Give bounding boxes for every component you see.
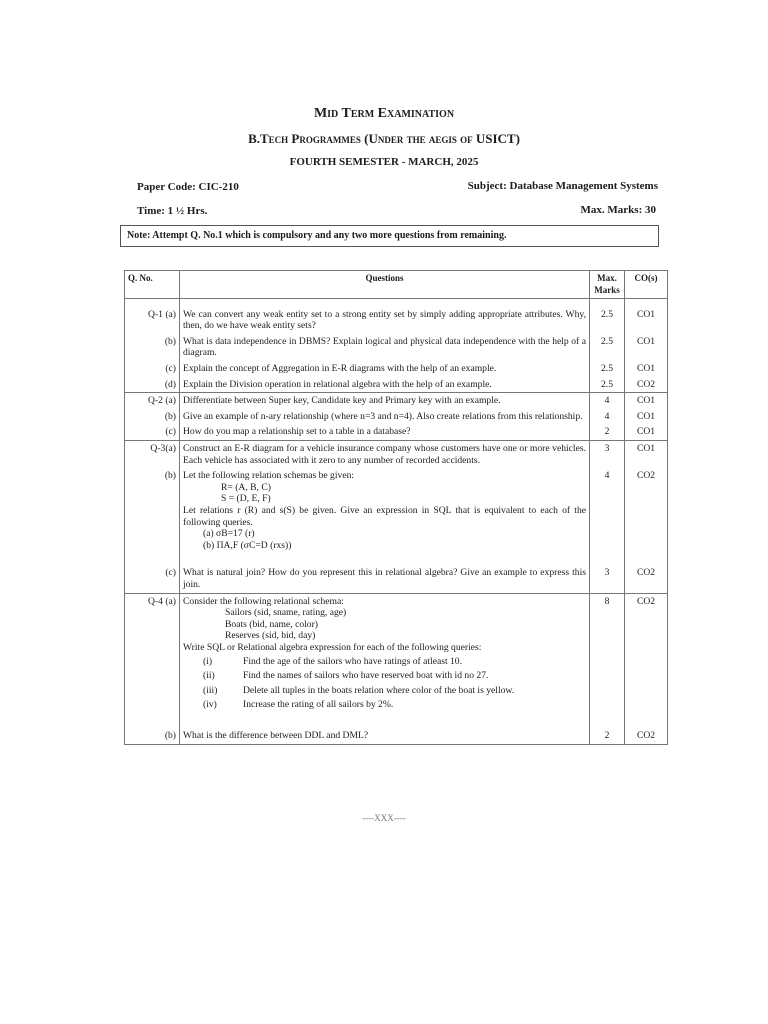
question-text: Construct an E-R diagram for a vehicle insurance company whose customers have one or more vehicles. Each vehicle has associated with it zero to any number of recorded accidents. — [180, 441, 590, 469]
table-row — [125, 393, 668, 409]
table-row — [125, 728, 668, 744]
question-co: CO1 — [625, 441, 668, 469]
question-co: CO2 — [625, 593, 668, 728]
question-number: (d) — [125, 377, 180, 393]
schema-r: R= (A, B, C) — [221, 481, 271, 493]
question-co: CO2 — [625, 728, 668, 744]
question-number: (b) — [125, 409, 180, 425]
table-header-row — [125, 271, 668, 299]
semester-heading: FOURTH SEMESTER - MARCH, 2025 — [289, 156, 479, 168]
sub-question-number: (iv) — [203, 699, 217, 711]
question-marks: 3 — [590, 565, 625, 593]
question-number: (c) — [125, 361, 180, 377]
question-text-2: Write SQL or Relational algebra expression for each of the following queries: — [183, 641, 482, 653]
question-marks: 2.5 — [590, 307, 625, 334]
question-marks: 4 — [590, 393, 625, 409]
question-marks: 2 — [590, 728, 625, 744]
question-co: CO1 — [625, 393, 668, 409]
question-number: Q-4 (a) — [125, 593, 180, 728]
question-co: CO1 — [625, 424, 668, 440]
table-row — [125, 361, 668, 377]
table-row — [125, 409, 668, 425]
question-marks: 4 — [590, 409, 625, 425]
max-marks: Max. Marks: 30 — [580, 204, 656, 216]
question-text-2: Let relations r (R) and s(S) be given. Give an expression in SQL that is equivalent to each of the following queries. — [183, 505, 586, 528]
sub-question-text: Find the names of sailors who have reserved boat with id no 27. — [243, 670, 489, 682]
query-a: (a) σB=17 (r) — [203, 528, 255, 540]
sub-question — [183, 670, 586, 682]
paper-code: Paper Code: CIC-210 — [137, 181, 239, 193]
question-number: Q-1 (a) — [125, 307, 180, 334]
table-row — [125, 468, 668, 565]
question-co: CO2 — [625, 377, 668, 393]
question-number: (c) — [125, 565, 180, 593]
question-text-block — [180, 593, 590, 728]
exam-time: Time: 1 ½ Hrs. — [137, 205, 208, 217]
sub-question-text: Increase the rating of all sailors by 2%. — [243, 699, 394, 711]
table-row — [125, 424, 668, 440]
sub-question — [183, 685, 586, 697]
query-b: (b) ΠA,F (σC=D (rxs)) — [203, 539, 292, 551]
instructions-note: Note: Attempt Q. No.1 which is compulsory and any two more questions from remaining. — [120, 225, 659, 247]
question-number: (b) — [125, 468, 180, 565]
question-marks: 4 — [590, 468, 625, 565]
question-marks: 3 — [590, 441, 625, 469]
sub-question — [183, 699, 586, 711]
question-co: CO1 — [625, 361, 668, 377]
question-text: What is data independence in DBMS? Explain logical and physical data independence with the help of a diagram. — [180, 334, 590, 361]
question-marks: 2 — [590, 424, 625, 440]
question-marks: 2.5 — [590, 361, 625, 377]
table-row — [125, 441, 668, 469]
question-text: How do you map a relationship set to a table in a database? — [180, 424, 590, 440]
spacer-row — [125, 299, 668, 307]
question-co: CO1 — [625, 409, 668, 425]
question-number: (b) — [125, 334, 180, 361]
question-co: CO1 — [625, 307, 668, 334]
schema-sailors: Sailors (sid, sname, rating, age) — [225, 607, 347, 619]
schema-boats: Boats (bid, name, color) — [225, 618, 318, 630]
table-row — [125, 565, 668, 593]
question-text: What is natural join? How do you represent this in relational algebra? Give an example to express this join. — [180, 565, 590, 593]
table-row — [125, 334, 668, 361]
questions-table — [124, 270, 668, 745]
exam-title: Mid Term Examination — [313, 106, 455, 121]
question-text: Give an example of n-ary relationship (where n=3 and n=4). Also create relations from this relationship. — [180, 409, 590, 425]
end-marker: ----XXX---- — [362, 813, 406, 823]
question-marks: 8 — [590, 593, 625, 728]
sub-question-number: (ii) — [203, 670, 215, 682]
header-questions: Questions — [180, 271, 590, 299]
header-co: CO(s) — [625, 271, 668, 299]
question-text: Consider the following relational schema: — [183, 595, 344, 607]
programme-heading: B.Tech Programmes (Under the aegis of USICT) — [248, 131, 520, 146]
question-text: Explain the Division operation in relational algebra with the help of an example. — [180, 377, 590, 393]
question-number: Q-2 (a) — [125, 393, 180, 409]
header-qno: Q. No. — [125, 271, 180, 299]
question-number: (c) — [125, 424, 180, 440]
table-row — [125, 377, 668, 393]
question-number: Q-3(a) — [125, 441, 180, 469]
subject: Subject: Database Management Systems — [467, 180, 658, 192]
question-text: Explain the concept of Aggregation in E-R diagrams with the help of an example. — [180, 361, 590, 377]
schema-s: S = (D, E, F) — [221, 493, 271, 505]
question-number: (b) — [125, 728, 180, 744]
question-marks: 2.5 — [590, 334, 625, 361]
question-text: What is the difference between DDL and DML? — [180, 728, 590, 744]
sub-question-text: Find the age of the sailors who have ratings of atleast 10. — [243, 655, 463, 667]
question-text: Let the following relation schemas be given: — [183, 470, 355, 482]
question-text: We can convert any weak entity set to a strong entity set by simply adding appropriate attributes. Why, then, do we have weak entity sets? — [180, 307, 590, 334]
schema-reserves: Reserves (sid, bid, day) — [225, 630, 316, 642]
sub-question-text: Delete all tuples in the boats relation where color of the boat is yellow. — [243, 684, 515, 696]
question-co: CO2 — [625, 565, 668, 593]
table-row — [125, 593, 668, 728]
question-co: CO2 — [625, 468, 668, 565]
sub-question-number: (iii) — [203, 684, 218, 696]
header-marks: Max. Marks — [590, 271, 625, 299]
question-text: Differentiate between Super key, Candidate key and Primary key with an example. — [180, 393, 590, 409]
question-marks: 2.5 — [590, 377, 625, 393]
question-co: CO1 — [625, 334, 668, 361]
table-row — [125, 307, 668, 334]
question-text-block — [180, 468, 590, 565]
sub-question-number: (i) — [203, 655, 213, 667]
sub-question — [183, 656, 586, 668]
